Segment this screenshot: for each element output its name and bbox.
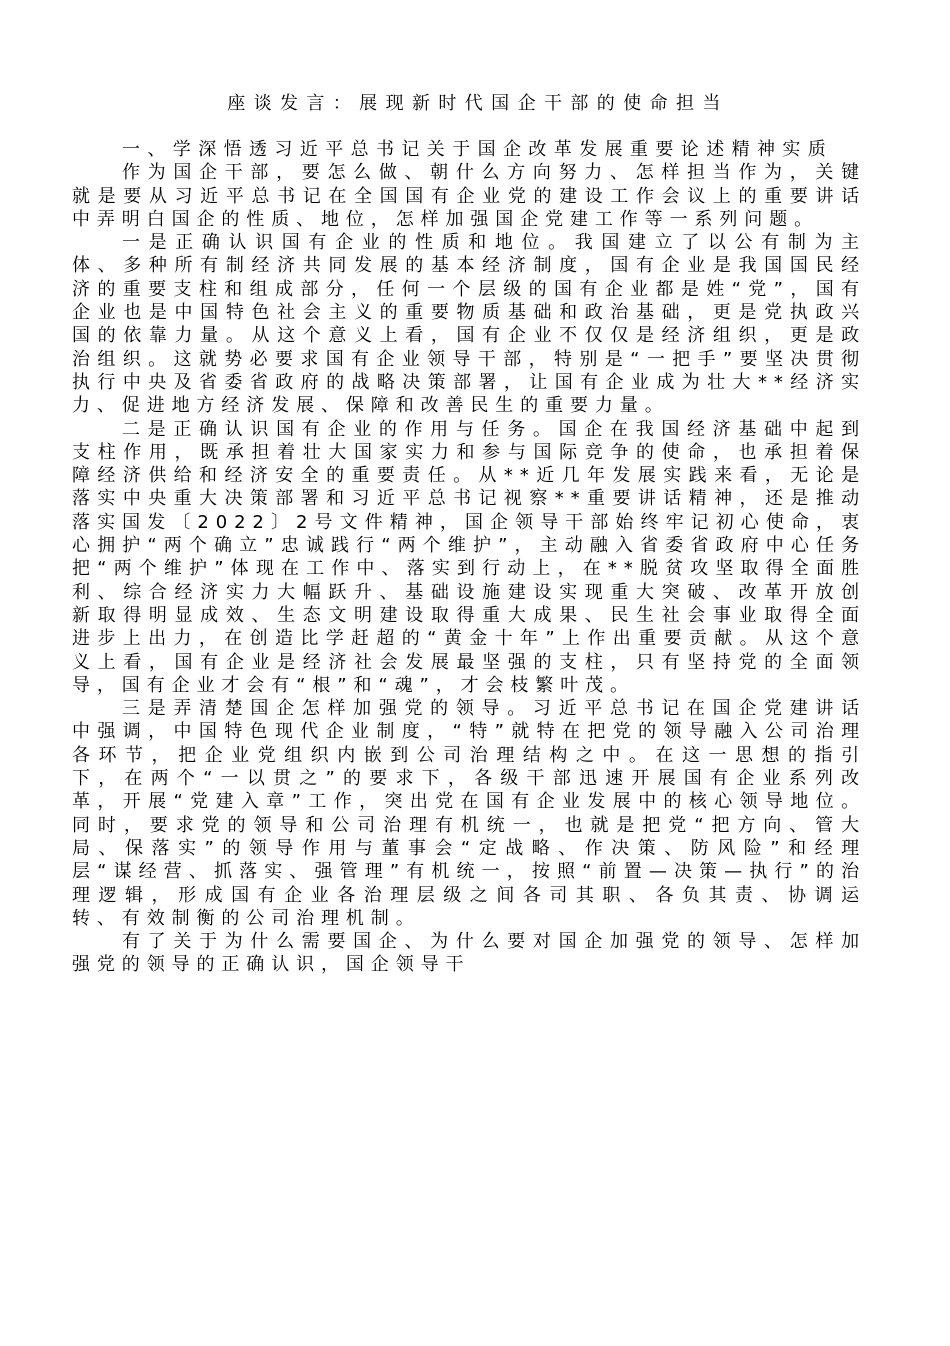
section-heading: 一、学深悟透习近平总书记关于国企改革发展重要论述精神实质 [122, 139, 834, 160]
document-page [72, 92, 866, 977]
paragraph-point-one: 一是正确认识国有企业的性质和地位。我国建立了以公有制为主体、多种所有制经济共同发展的基本经济制度，国有企业是我国国民经济的重要支柱和组成部分，任何一个层级的国有企业都是姓“党”，国有企业也是中国特色社会主义的重要物质基础和政治基础，更是党执政兴国的依靠力量。从这个意义上看，国有企业不仅仅是经济组织，更是政治组织。这就势必要求国有企业领导干部，特别是“一把手”要坚决贯彻执行中央及省委省政府的战略决策部署，让国有企业成为壮大**经济实力、促进地方经济发展、保障和改善民生的重要力量。 [72, 232, 866, 417]
paragraph-intro: 作为国企干部，要怎么做、朝什么方向努力、怎样担当作为，关键就是要从习近平总书记在全国国有企业党的建设工作会议上的重要讲话中弄明白国企的性质、地位，怎样加强国企党建工作等一系列问题。 [72, 162, 866, 230]
paragraph-conclusion: 有了关于为什么需要国企、为什么要对国企加强党的领导、怎样加强党的领导的正确认识，国企领导干 [72, 931, 866, 976]
document-title: 座谈发言：展现新时代国企干部的使命担当 [227, 93, 729, 114]
paragraph-point-two: 二是正确认识国有企业的作用与任务。国企在我国经济基础中起到支柱作用，既承担着壮大国家实力和参与国际竞争的使命，也承担着保障经济供给和经济安全的重要责任。从**近几年发展实践来看，无论是落实中央重大决策部署和习近平总书记视察**重要讲话精神，还是推动落实国发〔2022〕2号文件精神，国企领导干部始终牢记初心使命，衷心拥护“两个确立”忠诚践行“两个维护”，主动融入省委省政府中心任务把“两个维护”体现在工作中、落实到行动上，在**脱贫攻坚取得全面胜利、综合经济实力大幅跃升、基础设施建设实现重大突破、改革开放创新取得明显成效、生态文明建设取得重大成果、民生社会事业取得全面进步上出力，在创造比学赶超的“黄金十年”上作出重要贡献。从这个意义上看，国有企业是经济社会发展最坚强的支柱，只有坚持党的全面领导，国有企业才会有“根”和“魂”，才会枝繁叶茂。 [72, 418, 866, 696]
paragraph-point-three: 三是弄清楚国企怎样加强党的领导。习近平总书记在国企党建讲话中强调，中国特色现代企业制度，“特”就特在把党的领导融入公司治理各环节，把企业党组织内嵌到公司治理结构之中。在这一思想的指引下，在两个“一以贯之”的要求下，各级干部迅速开展国有企业系列改革，开展“党建入章”工作，突出党在国有企业发展中的核心领导地位。同时，要求党的领导和公司治理有机统一，也就是把党“把方向、管大局、保落实”的领导作用与董事会“定战略、作决策、防风险”和经理层“谋经营、抓落实、强管理”有机统一，按照“前置—决策—执行”的治理逻辑，形成国有企业各治理层级之间各司其职、各负其责、协调运转、有效制衡的公司治理机制。 [72, 698, 866, 929]
